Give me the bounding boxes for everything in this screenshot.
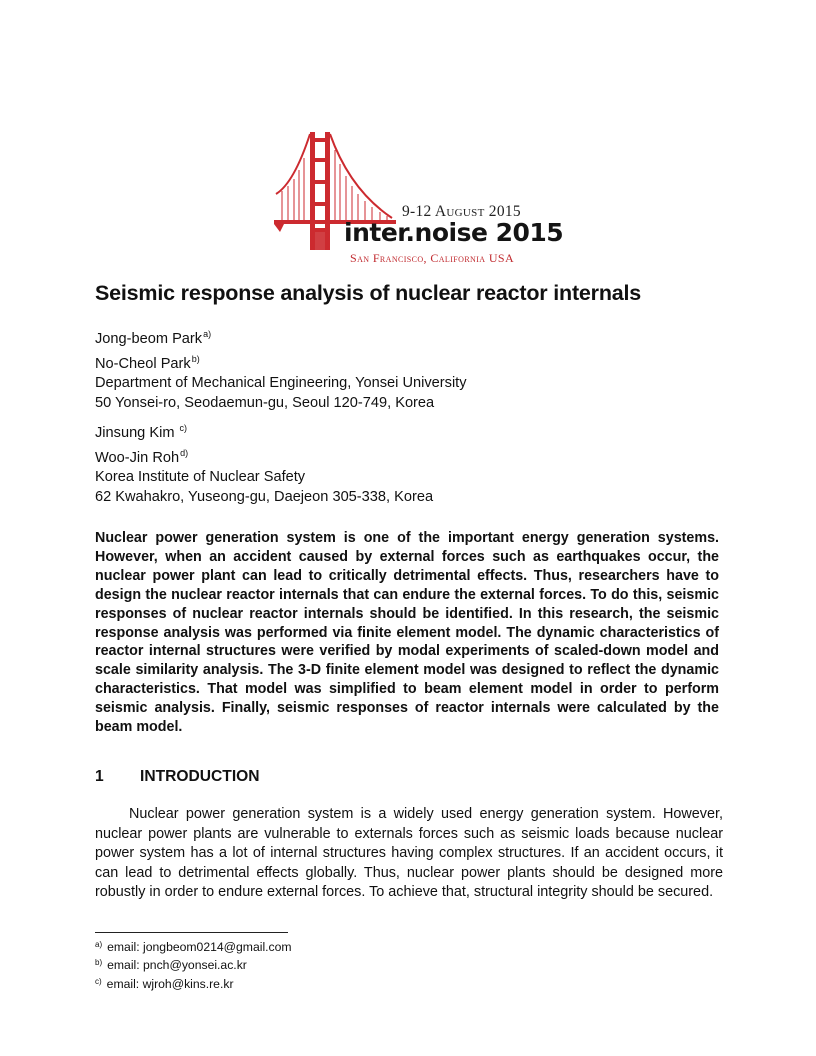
conference-date: 9-12 August 2015 (402, 203, 521, 220)
author-mark: a) (203, 329, 212, 339)
footnote-text: email: jongbeom0214@gmail.com (107, 940, 292, 954)
author-mark: c) (179, 423, 188, 433)
author-name: No-Cheol Park (95, 355, 191, 372)
conference-location: San Francisco, California USA (350, 251, 515, 265)
footnote (95, 955, 292, 973)
footnote-divider (95, 932, 288, 933)
affiliation-line: 50 Yonsei-ro, Seodaemun-gu, Seoul 120-749, Korea (95, 394, 435, 411)
affiliation-line: Korea Institute of Nuclear Safety (95, 469, 306, 486)
footnote (95, 937, 292, 955)
footnotes (95, 937, 292, 992)
author-line (95, 419, 433, 444)
footnote (95, 974, 292, 992)
author-name: Jinsung Kim (95, 425, 179, 441)
section-heading (95, 768, 260, 786)
section-number: 1 (95, 768, 104, 785)
author-name: Jong-beom Park (95, 331, 203, 347)
author-block-1 (95, 325, 467, 413)
affiliation-line: 62 Kwahakro, Yuseong-gu, Daejeon 305-338, Korea (95, 488, 434, 505)
author-line (95, 350, 467, 375)
footnote-mark: b) (95, 958, 103, 968)
footnote-mark: a) (95, 940, 103, 949)
abstract: Nuclear power generation system is one of the important energy generation systems. However, when an accident caused by external forces such as earthquakes occur, the nuclear power plant can lead to critically detrimental effects. Thus, researchers have to design the nuclear reactor internals that can endure the external forces. To do this, seismic responses of nuclear reactor internals should be identified. In this research, the seismic response analysis was performed via finite element model. The dynamic characteristics of reactor internal structures were verified by modal experiments of scaled-down model and scale similarity analysis. The 3-D finite element model was designed to reflect the dynamic characteristics. That model was simplified to beam element model in order to perform seismic analysis. Finally, seismic responses of reactor internals were calculated by the beam model. (95, 530, 719, 736)
conference-name: inter.noise 2015 (344, 218, 564, 247)
author-block-2 (95, 419, 433, 507)
author-mark: b) (191, 353, 200, 364)
footnote-text: email: wjroh@kins.re.kr (106, 976, 234, 991)
affiliation-line: Department of Mechanical Engineering, Yonsei University (95, 375, 467, 392)
introduction-paragraph: Nuclear power generation system is a widely used energy generation system. However, nuclear power plants are vulnerable to externals forces such as seismic loads because nuclear power system has a lot of internal structures having complex structures. If an accident occurs, it can lead to detrimental effects globally. Thus, nuclear power plants should be designed more robustly in order to endure external forces. To achieve that, structural integrity should be secured. (95, 806, 723, 901)
author-line (95, 325, 467, 350)
bridge-tower-icon (315, 228, 325, 250)
paper-title: Seismic response analysis of nuclear reactor internals (95, 281, 642, 305)
author-mark: d) (180, 447, 189, 458)
section-title: INTRODUCTION (140, 768, 260, 785)
footnote-mark: c) (95, 976, 102, 986)
author-name: Woo-Jin Roh (95, 449, 180, 466)
conference-logo (272, 128, 548, 268)
footnote-text: email: pnch@yonsei.ac.kr (107, 958, 247, 973)
author-line (95, 444, 433, 469)
